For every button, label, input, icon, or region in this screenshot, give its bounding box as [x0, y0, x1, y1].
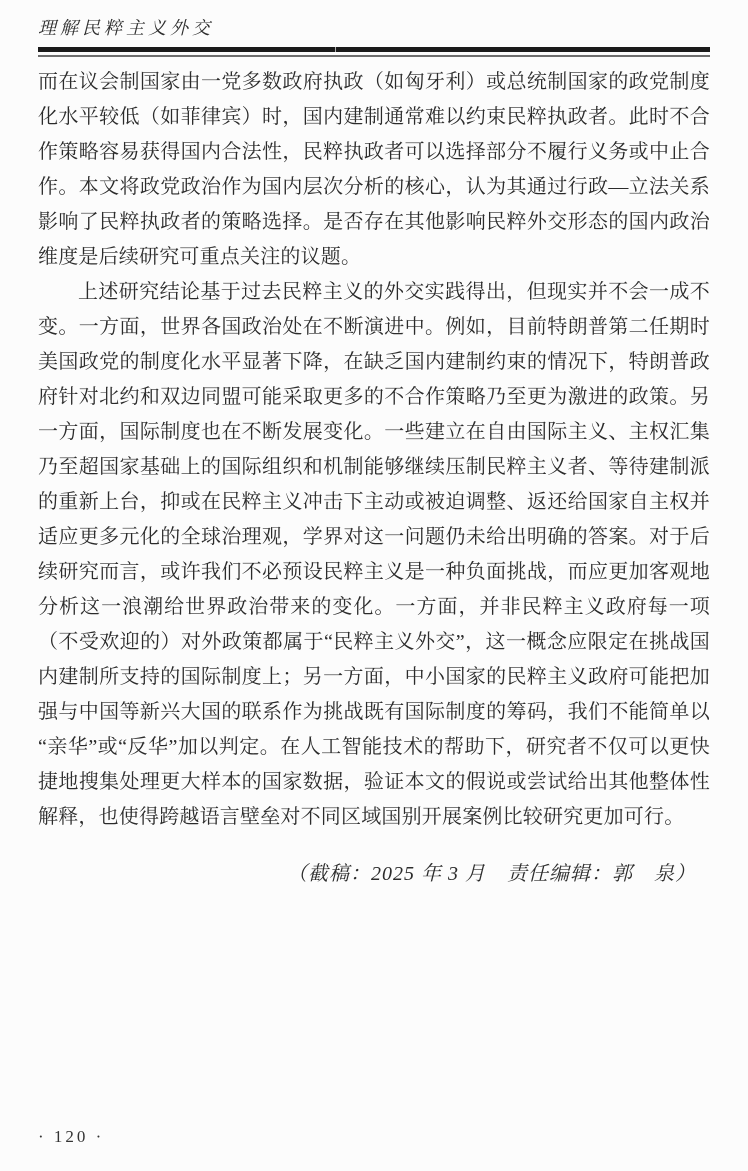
paragraph-continuation: 而在议会制国家由一党多数政府执政（如匈牙利）或总统制国家的政党制度化水平较低（如菲律宾）时，国内建制通常难以约束民粹执政者。此时不合作策略容易获得国内合法性，民粹执政者可以选择部分不履行义务或中止合作。本文将政党政治作为国内层次分析的核心，认为其通过行政—立法关系影响了民粹执政者的策略选择。是否存在其他影响民粹外交形态的国内政治维度是后续研究可重点关注的议题。 [38, 71, 710, 268]
header-rule-thin [38, 55, 710, 57]
paragraph-outlook: 上述研究结论基于过去民粹主义的外交实践得出，但现实并不会一成不变。一方面，世界各国政治处在不断演进中。例如，目前特朗普第二任期时美国政党的制度化水平显著下降，在缺乏国内建制约束的情况下，特朗普政府针对北约和双边同盟可能采取更多的不合作策略乃至更为激进的政策。另一方面，国际制度也在不断发展变化。一些建立在自由国际主义、主权汇集乃至超国家基础上的国际组织和机制能够继续压制民粹主义者、等待建制派的重新上台，抑或在民粹主义冲击下主动或被迫调整、返还给国家自主权并适应更多元化的全球治理观，学界对这一问题仍未给出明确的答案。对于后续研究而言，或许我们不必预设民粹主义是一种负面挑战，而应更加客观地分析这一浪潮给世界政治带来的变化。一方面，并非民粹主义政府每一项（不受欢迎的）对外政策都属于“民粹主义外交”，这一概念应限定在挑战国内建制所支持的国际制度上；另一方面，中小国家的民粹主义政府可能把加强与中国等新兴大国的联系作为挑战既有国际制度的筹码，我们不能简单以“亲华”或“反华”加以判定。在人工智能技术的帮助下，研究者不仅可以更快捷地搜集处理更大样本的国家数据，验证本文的假说或尝试给出其他整体性解释，也使得跨越语言壁垒对不同区域国别开展案例比较研究更加可行。 [38, 281, 710, 828]
editorial-note: （截稿：2025 年 3 月 责任编辑：郭 泉） [287, 863, 696, 885]
article-body [38, 65, 710, 892]
rule-seam [335, 47, 336, 52]
running-title: 理解民粹主义外交 [38, 18, 214, 38]
page-footer [38, 1127, 104, 1147]
page-content [38, 0, 710, 892]
page-number: · 120 · [38, 1127, 105, 1146]
page-header [38, 17, 710, 57]
header-rule-thick [38, 47, 710, 52]
